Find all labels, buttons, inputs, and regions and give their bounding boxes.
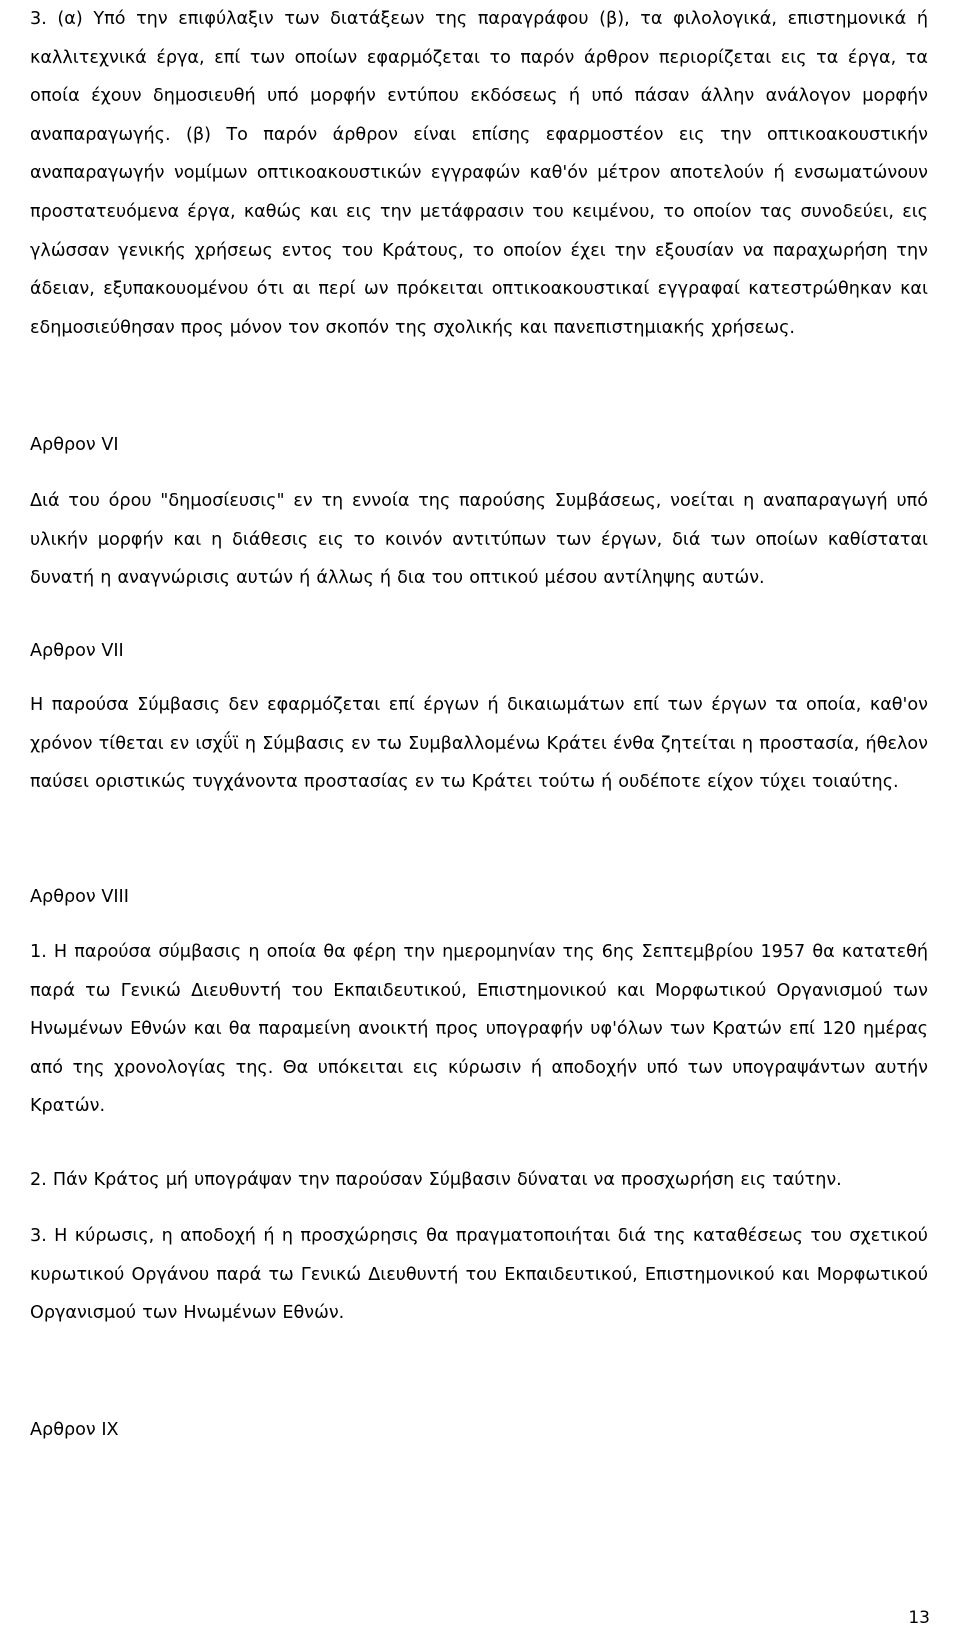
article-viii-paragraph-1: 1. Η παρούσα σύμβασις η οποία θα φέρη την ημερομηνίαν της 6ης Σεπτεμβρίου 1957 θα κατατεθή παρά τω Γενικώ Διευθυντή του Εκπαιδευτικού, Επιστημονικού και Μορφωτικού Οργανισμού των Ηνωμένων Εθνών και θα παραμείνη ανοικτή προς υπογραφήν υφ'όλων των Κρατών επί 120 ημέρας από της χρονολογίας της. Θα υπόκειται εις κύρωσιν ή αποδοχήν υπό των υπογραψάντων αυτήν Κρατών. bbox=[30, 942, 928, 1117]
article-viii-paragraph-3: 3. Η κύρωσις, η αποδοχή ή η προσχώρησις θα πραγματοποιήται διά της καταθέσεως του σχετικού κυρωτικού Οργάνου παρά τω Γενικώ Διευθυντή του Εκπαιδευτικού, Επιστημονικού και Μορφωτικού Οργανισμού των Ηνωμένων Εθνών. bbox=[30, 1226, 928, 1324]
page-number: 13 bbox=[908, 1608, 930, 1628]
article-viii-heading: Αρθρον VIII bbox=[30, 887, 129, 907]
article-viii-paragraph-2: 2. Πάν Κράτος μή υπογράψαν την παρούσαν Σύμβασιν δύναται να προσχωρήση εις ταύτην. bbox=[30, 1170, 842, 1190]
article-ix-heading: Αρθρον IX bbox=[30, 1420, 119, 1440]
article-vii-heading: Αρθρον VII bbox=[30, 641, 124, 661]
article-vii-text: Η παρούσα Σύμβασις δεν εφαρμόζεται επί έργων ή δικαιωμάτων επί των έργων τα οποία, καθ'ον χρόνον τίθεται εν ισχΰϊ η Σύμβασις εν τω Συμβαλλομένω Κράτει ένθα ζητείται η προστασία, ήθελον παύσει οριστικώς τυγχάνοντα προστασίας εν τω Κράτει τούτω ή ουδέποτε είχον τύχει τοιαύτης. bbox=[30, 695, 928, 793]
article-vi-heading: Αρθρον VI bbox=[30, 435, 119, 455]
article-vi-text: Διά του όρου "δημοσίευσις" εν τη εννοία της παρούσης Συμβάσεως, νοείται η αναπαραγωγή υπό υλικήν μορφήν και η διάθεσις εις το κοινόν αντιτύπων των έργων, διά των οποίων καθίσταται δυνατή η αναγνώρισις αυτών ή άλλως ή δια του οπτικού μέσου αντίληψης αυτών. bbox=[30, 491, 928, 589]
paragraph-3-intro: 3. (α) Υπό την επιφύλαξιν των διατάξεων της παραγράφου (β), τα φιλολογικά, επιστημονικά ή καλλιτεχνικά έργα, επί των οποίων εφαρμόζεται το παρόν άρθρον περιορίζεται εις τα έργα, τα οποία έχουν δημοσιευθή υπό μορφήν εντύπου εκδόσεως ή υπό πάσαν άλλην ανάλογον μορφήν αναπαραγωγής. (β) Το παρόν άρθρον είναι επίσης εφαρμοστέον εις την οπτικοακουστικήν αναπαραγωγήν νομίμων οπτικοακουστικών εγγραφών καθ'όν μέτρον αποτελούν ή ενσωματώνουν προστατευόμενα έργα, καθώς και εις την μετάφρασιν του κειμένου, το οποίον τας συνοδεύει, εις γλώσσαν γενικής χρήσεως εντος του Κράτους, το οποίον έχει την εξουσίαν να παραχωρήση την άδειαν, εξυπακουομένου ότι αι περί ων πρόκειται οπτικοακουστικαί εγγραφαί κατεστρώθηκαν και εδημοσιεύθησαν προς μόνον τον σκοπόν της σχολικής και πανεπιστημιακής χρήσεως. bbox=[30, 9, 928, 338]
